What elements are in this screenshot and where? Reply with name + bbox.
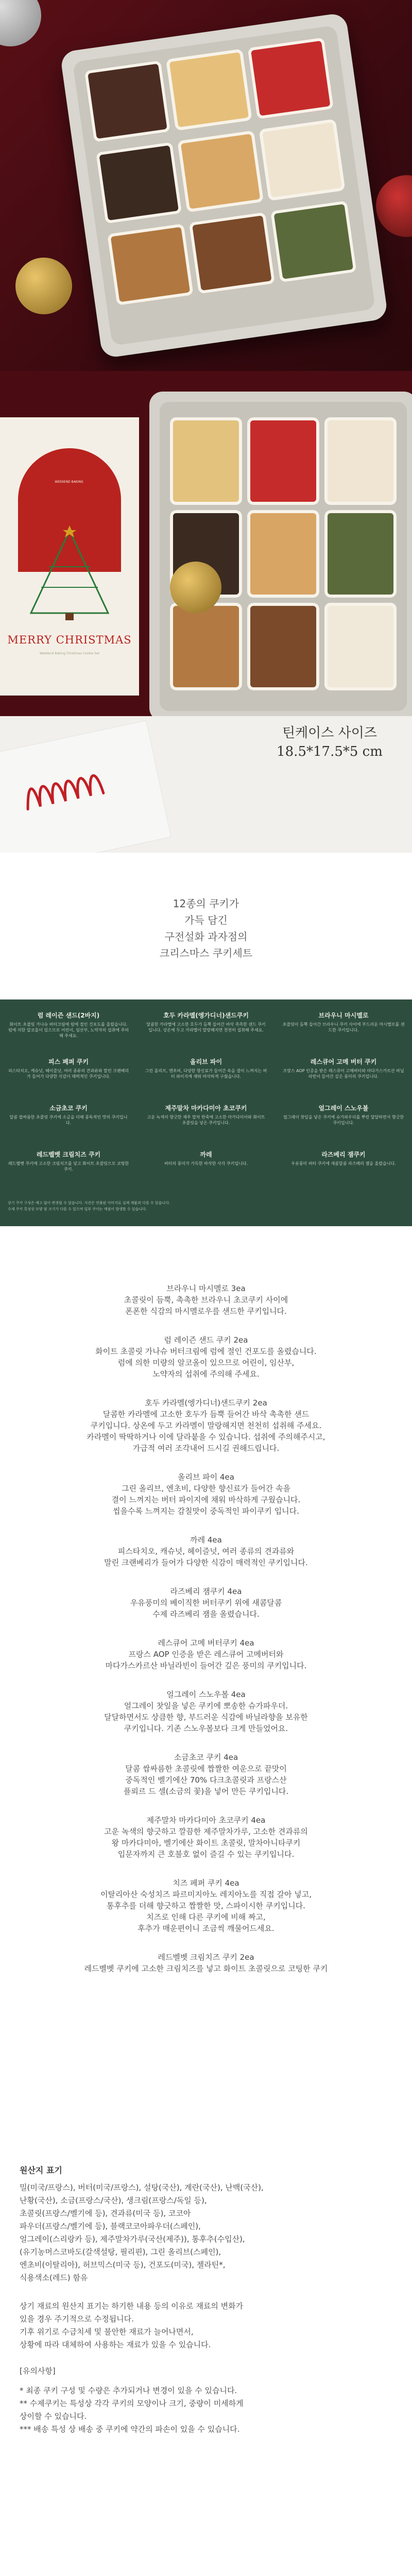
christmas-card [0,417,139,696]
grid-cell-name: 호두 카라멜(엥가디너)샌드쿠키 [163,1012,249,1019]
caution-text [20,2384,398,2436]
grid-cell-desc: 달콤 쌉싸름한 초콜릿 쿠키에 소금을 더해 중독적인 맛의 쿠키입니다. [9,1115,128,1125]
ingredients-line: 식용색소(레드) 함유 [20,2273,88,2282]
grid-cell [138,1150,274,1166]
cookie-line: 달콤 쌉싸름한 초콜릿에 짭짤한 여운으로 끝맛이 [125,1764,287,1773]
cookie-line: 레드벨벳 쿠키에 고소한 크림치즈를 넣고 화이트 초콜릿으로 코팅한 쿠키 [84,1964,328,1973]
grid-cell-desc: 버터의 풍미가 가득한 바삭한 사각 쿠키입니다. [164,1161,248,1166]
cookie-line: 통후추를 더해 향긋하고 짭짤한 맛, 스파이시한 쿠키입니다. [107,1901,305,1910]
size-photo [0,716,412,853]
cookie-line: 씹을수록 느껴지는 감칠맛이 중독적인 파이쿠키 입니다. [113,1506,299,1516]
cookie-line: 수제 라즈베리 잼을 올렸습니다. [152,1609,260,1619]
christmas-tree-icon [0,526,139,629]
cookie-line: 플뢰르 드 셀(소금의 꽃)을 넣어 만든 쿠키입니다. [123,1787,289,1796]
cookie-line: 입문자까지 큰 호불호 없이 즐길 수 있는 쿠키입니다. [117,1850,295,1859]
cookie-title: 올리브 파이 4ea [178,1472,234,1482]
cookie-line: 이탈리아산 숙성치즈 파르미지아노 레지아노를 직접 갈아 넣고, [100,1890,312,1899]
cookie-title: 브라우니 마시멜로 3ea [166,1284,246,1293]
intro-line: 구전설화 과자점의 [164,930,248,943]
intro-line: 크리스마스 쿠키세트 [159,947,253,959]
cookie-line: 럼에 의한 미량의 알코올이 있으므로 어린이, 임산부, [117,1358,295,1367]
grid-cell-name: 얼그레이 스노우볼 [318,1105,369,1112]
cookie-block [0,1534,412,1568]
cookie-title: 소금초코 쿠키 4ea [174,1753,238,1762]
cookie-line: 노약자의 섭취에 주의해 주세요. [152,1369,260,1379]
intro-section [0,876,412,994]
cookie-line: 마다가스카르산 바닐라빈이 들어간 깊은 풍미의 쿠키입니다. [105,1661,307,1670]
cookie-tin [60,12,388,359]
caution-line: *** 배송 특성 상 배송 중 쿠키에 약간의 파손이 있을 수 있습니다. [20,2425,240,2434]
grid-cell [0,1104,137,1126]
cookie-line: 후추가 매운편이니 조금씩 깨물어드세요. [138,1924,274,1933]
grid-cell [0,1150,137,1172]
notice-line: 있을 경우 주기적으로 수정됩니다. [20,2314,134,2324]
grid-cell-desc: 피스타치오, 캐슈넛, 헤이즐넛, 여러 종류의 견과류와 말린 크랜베리가 들어가 다양한 식감이 매력적인 쿠키입니다. [8,1069,129,1079]
cookie-title: 치즈 페퍼 쿠키 4ea [173,1878,239,1888]
cookie-line: 피스타치오, 캐슈넛, 헤이즐넛, 여러 종류의 견과류와 [117,1547,295,1556]
grid-cell-name: 까레 [200,1151,212,1158]
grid-cell [0,1057,137,1079]
ornament-bauble-icon [0,0,41,46]
cookie-title: 까레 4ea [190,1535,222,1545]
grid-cell [275,1104,412,1126]
cookie-title: 레스큐어 고메 버터쿠키 4ea [158,1638,254,1648]
cookie-block [0,1283,412,1317]
grid-cell-desc: 달콤한 카라멜에 고소한 호두가 듬뿍 들어간 바삭 촉촉한 샌드 쿠키입니다. 상온에 두고 카라멜이 말랑해지면 천천히 섭취해 주세요. [146,1022,266,1032]
caution-title: [유의사항] [20,2366,56,2376]
ingredients-line: 초콜릿(프랑스/벨기에 등), 견과류(미국 등), 코코아 [20,2209,191,2218]
cookie-line: 그린 올리브, 엔초비, 다양한 향신료가 들어간 속을 [122,1484,290,1493]
grid-cell-name: 피스 페퍼 쿠키 [48,1058,89,1065]
size-title: 틴케이스 사이즈 [282,725,377,741]
caution-line: ** 수제쿠키는 특성상 각각 쿠키의 모양이나 크기, 중량이 미세하게 [20,2399,244,2408]
grid-cell-name: 레드벨벳 크림치즈 쿠키 [36,1151,101,1158]
cookie-block [0,1637,412,1671]
cookie-line: 가급적 여러 조각내어 드시길 권해드립니다. [132,1444,280,1453]
ingredients-line: 난황(국산), 소금(프랑스/국산), 생크림(프랑스/독일 등), [20,2196,207,2205]
cookie-line: 왕 마카다미아, 벨기에산 화이트 초콜릿, 말차아니타쿠키 [111,1838,301,1848]
cookie-descriptions [0,1283,412,2133]
notice-line: 상황에 따라 대체하여 사용하는 재료가 있을 수 있습니다. [20,2340,211,2349]
cookie-block [0,1586,412,1620]
grid-cell [275,1150,412,1166]
card-photo [0,371,412,716]
card-small-text: WEEKEND BAKING [55,480,83,484]
size-dimensions: 18.5*17.5*5 cm [277,744,383,759]
cookie-block [0,1752,412,1797]
cookie-line: 말린 크랜베리가 들어가 다양한 식감이 매력적인 쿠키입니다. [104,1558,308,1567]
grid-cell-name: 레스큐어 고메 버터 쿠키 [310,1058,377,1065]
cookie-block [0,1334,412,1380]
cookie-line: 결이 느껴지는 버터 파이지에 채워 바삭하게 구웠습니다. [111,1495,301,1504]
cookie-line: 쿠키입니다. 기존 스노우볼보다 크게 만들었어요. [124,1724,288,1733]
cookie-line: 달달하면서도 상큼한 향, 부드러운 식감에 바닐라향을 보유한 [104,1713,308,1722]
grid-footnote: 수제 쿠키 특성상 모양 및 크기가 다를 수 있으며 일부 쿠키는 깨짐이 발생할 수 있습니다. [8,1207,147,1211]
cookie-title: 얼그레이 스노우볼 4ea [166,1690,246,1699]
cookie-block [0,1815,412,1860]
notice-line: 상기 재료의 원산지 표기는 하기한 내용 등의 이유로 재료의 변화가 [20,2301,244,2311]
cookie-title: 레드벨벳 크림치즈 쿠키 2ea [158,1953,254,1962]
grid-cell [138,1104,274,1126]
caution-line: * 최종 쿠키 구성 및 수량은 추가되거나 변경이 있을 수 있습니다. [20,2386,237,2395]
ingredients-line: 엔초비(이탈리아), 허브믹스(미국 등), 건포도(미국), 젤라틴*, [20,2260,226,2269]
cookie-title: 제주말차 마카다미아 초코쿠키 4ea [146,1816,266,1825]
grid-cell-desc: 고운 녹색의 향긋한 제주 말차 반죽에 고소한 마카다미아와 화이트 초콜릿을 넣은 쿠키입니다. [147,1115,265,1125]
ornament-bauble-icon [15,258,72,314]
grid-cell-name: 제주말차 마카다미아 초코쿠키 [165,1105,247,1112]
cookie-block [0,1471,412,1517]
intro-line: 가득 담긴 [184,914,228,926]
gift-box-lid [0,720,171,853]
grid-cell-desc: 화이트 초콜릿 가나슈 버터크림에 럼에 절인 건포도를 올렸습니다. 럼에 의한 알코올이 있으므로 어린이, 임산부, 노약자의 섭취에 주의해 주세요. [8,1022,129,1038]
cookie-tin [149,392,412,716]
cookie-line: 카라멜이 딱딱하거나 이에 달라붙을 수 있습니다. 섭취에 주의해주시고, [87,1432,325,1442]
cookie-title: 럼 레이즌 샌드 쿠키 2ea [164,1335,248,1345]
cookie-line: 화이트 초콜릿 가나슈 버터크림에 럼에 절인 건포도를 올렸습니다. [95,1347,317,1356]
grid-cell-desc: 우유풍미 버터 쿠키에 새콤달콤 라즈베리 잼을 올렸습니다. [291,1161,396,1166]
cookie-line: 얼그레이 찻잎을 넣은 쿠키에 뽀송한 슈가파우더. [124,1701,288,1710]
grid-cell-desc: 초콜릿이 듬뿍 들어간 브라우니 쿠키 사이에 부드러운 마시멜로를 샌드한 쿠키입니다. [282,1022,405,1032]
cookie-block [0,1877,412,1934]
card-title: MERRY CHRISTMAS [7,634,132,646]
cookie-block [0,1952,412,1974]
cookie-grid-panel [0,999,412,1226]
hero-photo [0,0,412,371]
cookie-line: 달콤한 카라멜에 고소한 호두가 듬뿍 들어간 바삭 촉촉한 샌드 [102,1410,310,1419]
cookie-title: 라즈베리 잼쿠키 4ea [170,1587,242,1596]
cookie-title: 호두 카라멜(엥가디너)샌드쿠키 2ea [145,1398,267,1408]
grid-cell-name: 라즈베리 잼쿠키 [321,1151,366,1158]
cookie-line: 프랑스 AOP 인증을 받은 레스큐어 고메버터와 [128,1650,284,1659]
cookie-line: 초콜릿이 듬뿍, 촉촉한 브라우니 초코쿠키 사이에 [124,1295,288,1304]
intro-line: 12종의 쿠키가 [173,897,239,910]
ornament-bauble-icon [376,175,412,237]
info-section [0,2164,412,2576]
grid-footnote: 상기 쿠키 구성은 예고 없이 변경될 수 있습니다. 사진은 연출된 이미지로 실제 제품과 다를 수 있습니다. [8,1201,170,1205]
grid-cell [138,1011,274,1033]
ingredients-line: 얼그레이(스리랑카 등), 제주말차가루(국산(제주)), 통후추(수입산), [20,2234,245,2244]
grid-cell-desc: 얼그레이 찻잎을 넣은 쿠키에 슈가파우더를 뿌린 달달하면서 향긋한 쿠키입니다. [283,1115,404,1125]
grid-cell-name: 브라우니 마시멜로 [318,1012,369,1019]
cookie-line: 고운 녹색의 향긋하고 깔끔한 제주말차가루, 고소한 견과류의 [104,1827,308,1836]
cookie-line: 중독적인 벨기에산 70% 다크초콜릿과 프랑스산 [125,1775,287,1785]
cookie-block [0,1689,412,1734]
grid-cell-desc: 레드벨벳 쿠키에 고소한 크림치즈를 넣고 화이트 초콜릿으로 코팅한 쿠키. [8,1161,129,1172]
grid-cell-desc: 그린 올리브, 엔초비, 다양한 향신료가 들어간 속을 결이 느껴지는 버터 파이지에 채워 바삭하게 구웠습니다. [145,1069,267,1079]
grid-cell [275,1011,412,1033]
grid-cell [138,1057,274,1079]
cookie-block [0,1397,412,1454]
scribble-logo-icon [15,754,129,836]
grid-cell [275,1057,412,1079]
notice-text [20,2300,398,2351]
grid-cell-name: 올리브 파이 [190,1058,222,1065]
ingredients-line: 밀(미국/프랑스), 버터(미국/프랑스), 설탕(국산), 계란(국산), 난백(국산), [20,2183,264,2192]
ingredients-line: (유기농머스코바도(갈색설탕, 필리핀), 그린 올리브(스페인), [20,2247,221,2257]
cookie-line: 폰폰한 식감의 마시멜로우를 샌드한 쿠키입니다. [125,1307,287,1316]
grid-cell [0,1011,137,1039]
cookie-line: 쿠키입니다. 상온에 두고 카라멜이 말랑해지면 천천히 섭취해 주세요. [90,1421,322,1430]
ingredients-text [20,2181,398,2284]
grid-cell-name: 럼 레이즌 샌드(2바지) [37,1012,100,1019]
ingredients-title: 원산지 표기 [20,2165,62,2175]
notice-line: 기후 위기로 수급치세 및 불안한 재료가 늘어나면서, [20,2327,194,2336]
cookie-line: 우유풍미의 베이직한 버터쿠키 위에 새콤달콤 [130,1598,282,1607]
caution-line: 상이할 수 있습니다. [20,2412,87,2421]
grid-cell-name: 소금초코 쿠키 [49,1105,88,1112]
ornament-bauble-icon [170,562,221,613]
cookie-line: 치즈로 인해 다른 쿠키에 비해 짜고, [146,1912,266,1922]
ingredients-line: 파우더(프랑스/벨기에 등), 블랙코코아파우더(스페인), [20,2222,201,2231]
grid-cell-desc: 프랑스 AOP 인증을 받은 레스큐어 고메버터와 마다가스카르산 바닐라빈이 들어간 깊은 풍미의 쿠키입니다. [283,1069,404,1079]
card-note: Weekend Baking Christmas Cookie Set [39,652,100,655]
